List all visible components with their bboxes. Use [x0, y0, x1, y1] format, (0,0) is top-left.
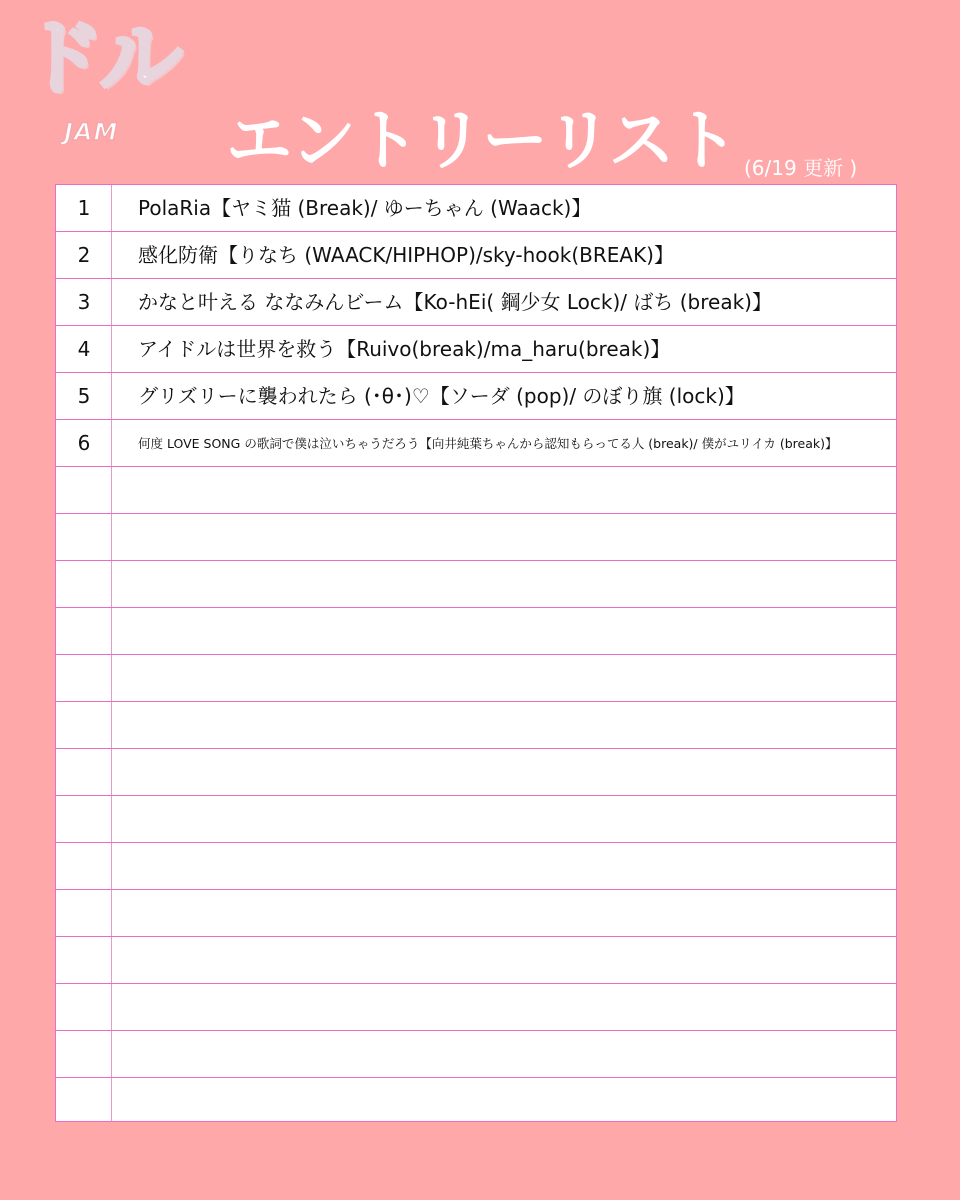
empty-row	[56, 514, 896, 561]
empty-row	[56, 655, 896, 702]
empty-row	[56, 1031, 896, 1078]
empty-row	[56, 608, 896, 655]
page-title: エントリーリスト	[226, 102, 737, 179]
entry-text: グリズリーに襲われたら (･θ･)♡【ソーダ (pop)/ のぼり旗 (lock)】	[138, 384, 745, 408]
empty-row	[56, 843, 896, 890]
entry-number: 6	[77, 431, 91, 455]
logo-subtitle: JAM	[64, 118, 119, 146]
table-row	[56, 279, 896, 326]
empty-row	[56, 937, 896, 984]
empty-row	[56, 467, 896, 514]
entry-text: PolaRia【ヤミ猫 (Break)/ ゆーちゃん (Waack)】	[138, 196, 592, 220]
empty-row	[56, 561, 896, 608]
table-row	[56, 420, 896, 467]
logo	[22, 11, 192, 158]
empty-row	[56, 1078, 896, 1121]
entry-number: 1	[77, 196, 91, 220]
empty-row	[56, 984, 896, 1031]
entry-text: アイドルは世界を救う【Ruivo(break)/ma_haru(break)】	[138, 337, 671, 361]
table-row	[56, 232, 896, 279]
table-row	[56, 326, 896, 373]
entry-text: 感化防衛【りなち (WAACK/HIPHOP)/sky-hook(BREAK)】	[138, 243, 674, 267]
table-row	[56, 185, 896, 232]
entry-number: 2	[77, 243, 91, 267]
entry-sheet	[55, 184, 897, 1122]
empty-row	[56, 796, 896, 843]
entry-number: 5	[77, 384, 91, 408]
empty-row	[56, 749, 896, 796]
empty-row	[56, 890, 896, 937]
table-row	[56, 373, 896, 420]
update-note: (6/19 更新 )	[744, 156, 858, 180]
entry-text: かなと叶える ななみんビーム【Ko-hEi( 鋼少女 Lock)/ ばち (break)】	[138, 290, 772, 314]
entry-number: 3	[77, 290, 91, 314]
entry-text: 何度 LOVE SONG の歌詞で僕は泣いちゃうだろう【向井純葉ちゃんから認知もらってる人 (break)/ 僕がユリイカ (break)】	[138, 436, 838, 451]
entry-number: 4	[77, 337, 91, 361]
empty-row	[56, 702, 896, 749]
logo-mark: ドル	[22, 11, 179, 106]
